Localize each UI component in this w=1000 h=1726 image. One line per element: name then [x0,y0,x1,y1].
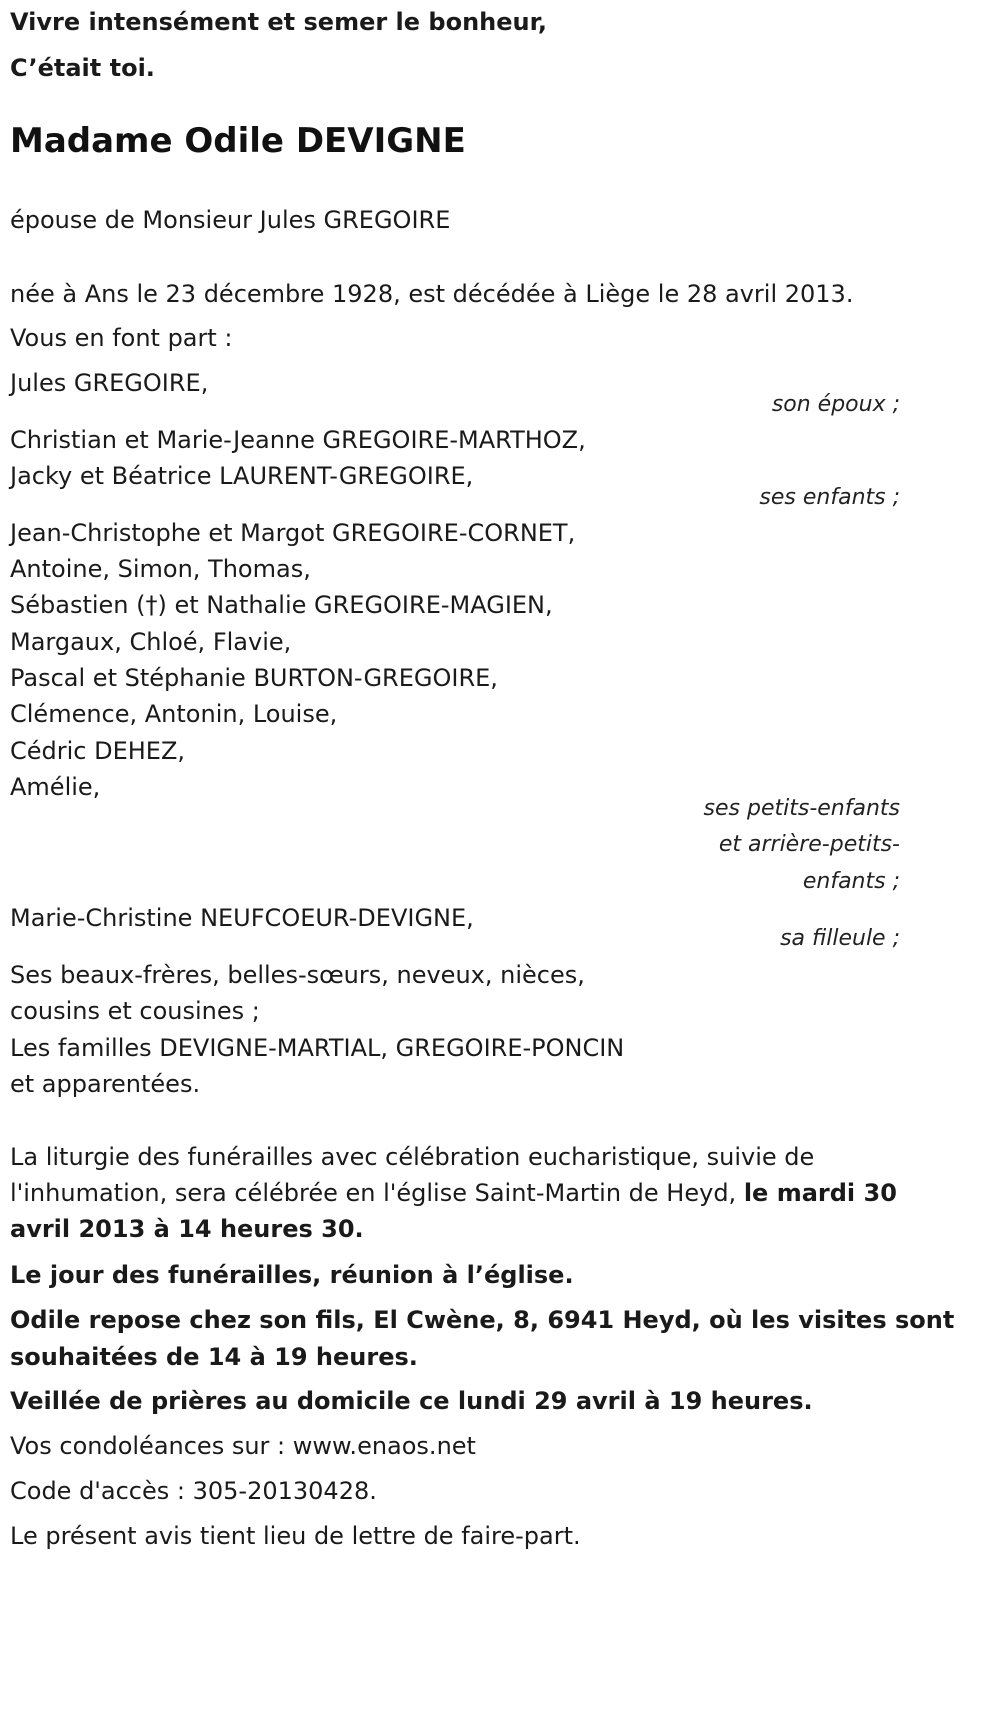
family-others-line: cousins et cousines ; [10,997,260,1025]
role-grandchildren-line-3: enfants ; [802,869,900,894]
birth-death-line: née à Ans le 23 décembre 1928, est décédée à Liège le 28 avril 2013. [10,280,854,308]
family-others-line: Ses beaux-frères, belles-sœurs, neveux, nièces, [10,961,585,989]
family-goddaughter-name: Marie-Christine NEUFCOEUR-DEVIGNE, [10,904,474,932]
family-child-name: Christian et Marie-Jeanne GREGOIRE-MARTHOZ, [10,426,586,454]
announce-line: Vous en font part : [10,324,233,352]
spouse-line: épouse de Monsieur Jules GREGOIRE [10,206,451,234]
role-grandchildren-line-2: et arrière-petits- [718,832,900,857]
funeral-date-time: avril 2013 à 14 heures 30. [10,1215,364,1243]
deceased-name: Madame Odile DEVIGNE [10,121,466,161]
family-others-line: Les familles DEVIGNE-MARTIAL, GREGOIRE-PONCIN [10,1034,625,1062]
role-children: ses enfants ; [759,485,900,510]
access-code-line: Code d'accès : 305-20130428. [10,1477,377,1505]
funeral-meeting: Le jour des funérailles, réunion à l’église. [10,1261,574,1289]
family-grandchild-name: Pascal et Stéphanie BURTON-GREGOIRE, [10,664,498,692]
family-grandchild-name: Sébastien (†) et Nathalie GREGOIRE-MAGIEN, [10,591,553,619]
funeral-rest-line-2: souhaitées de 14 à 19 heures. [10,1343,418,1371]
funeral-vigil: Veillée de prières au domicile ce lundi 29 avril à 19 heures. [10,1387,813,1415]
role-grandchildren-line-1: ses petits-enfants [703,796,900,821]
family-grandchild-name: Margaux, Chloé, Flavie, [10,628,292,656]
funeral-line-1: La liturgie des funérailles avec célébration eucharistique, suivie de [10,1143,815,1171]
family-grandchild-name: Antoine, Simon, Thomas, [10,555,311,583]
funeral-line-2-text: l'inhumation, sera célébrée en l'église Saint-Martin de Heyd, [10,1179,744,1207]
epigraph-line-1: Vivre intensément et semer le bonheur, [10,8,548,36]
funeral-rest-line-1: Odile repose chez son fils, El Cwène, 8, 6941 Heyd, où les visites sont [10,1306,955,1334]
condolences-line: Vos condoléances sur : www.enaos.net [10,1432,476,1460]
family-grandchild-name: Amélie, [10,773,101,801]
family-grandchild-name: Cédric DEHEZ, [10,737,186,765]
funeral-line-2 [10,1178,897,1208]
role-goddaughter: sa filleule ; [780,926,900,951]
funeral-date-start: le mardi 30 [743,1179,897,1207]
family-child-name: Jacky et Béatrice LAURENT-GREGOIRE, [10,462,474,490]
notice-line: Le présent avis tient lieu de lettre de faire-part. [10,1522,581,1550]
family-grandchild-name: Jean-Christophe et Margot GREGOIRE-CORNET, [10,519,576,547]
family-grandchild-name: Clémence, Antonin, Louise, [10,700,338,728]
family-spouse-name: Jules GREGOIRE, [10,369,209,397]
role-spouse: son époux ; [771,392,900,417]
epigraph-line-2: C’était toi. [10,54,155,82]
family-others-line: et apparentées. [10,1070,201,1098]
